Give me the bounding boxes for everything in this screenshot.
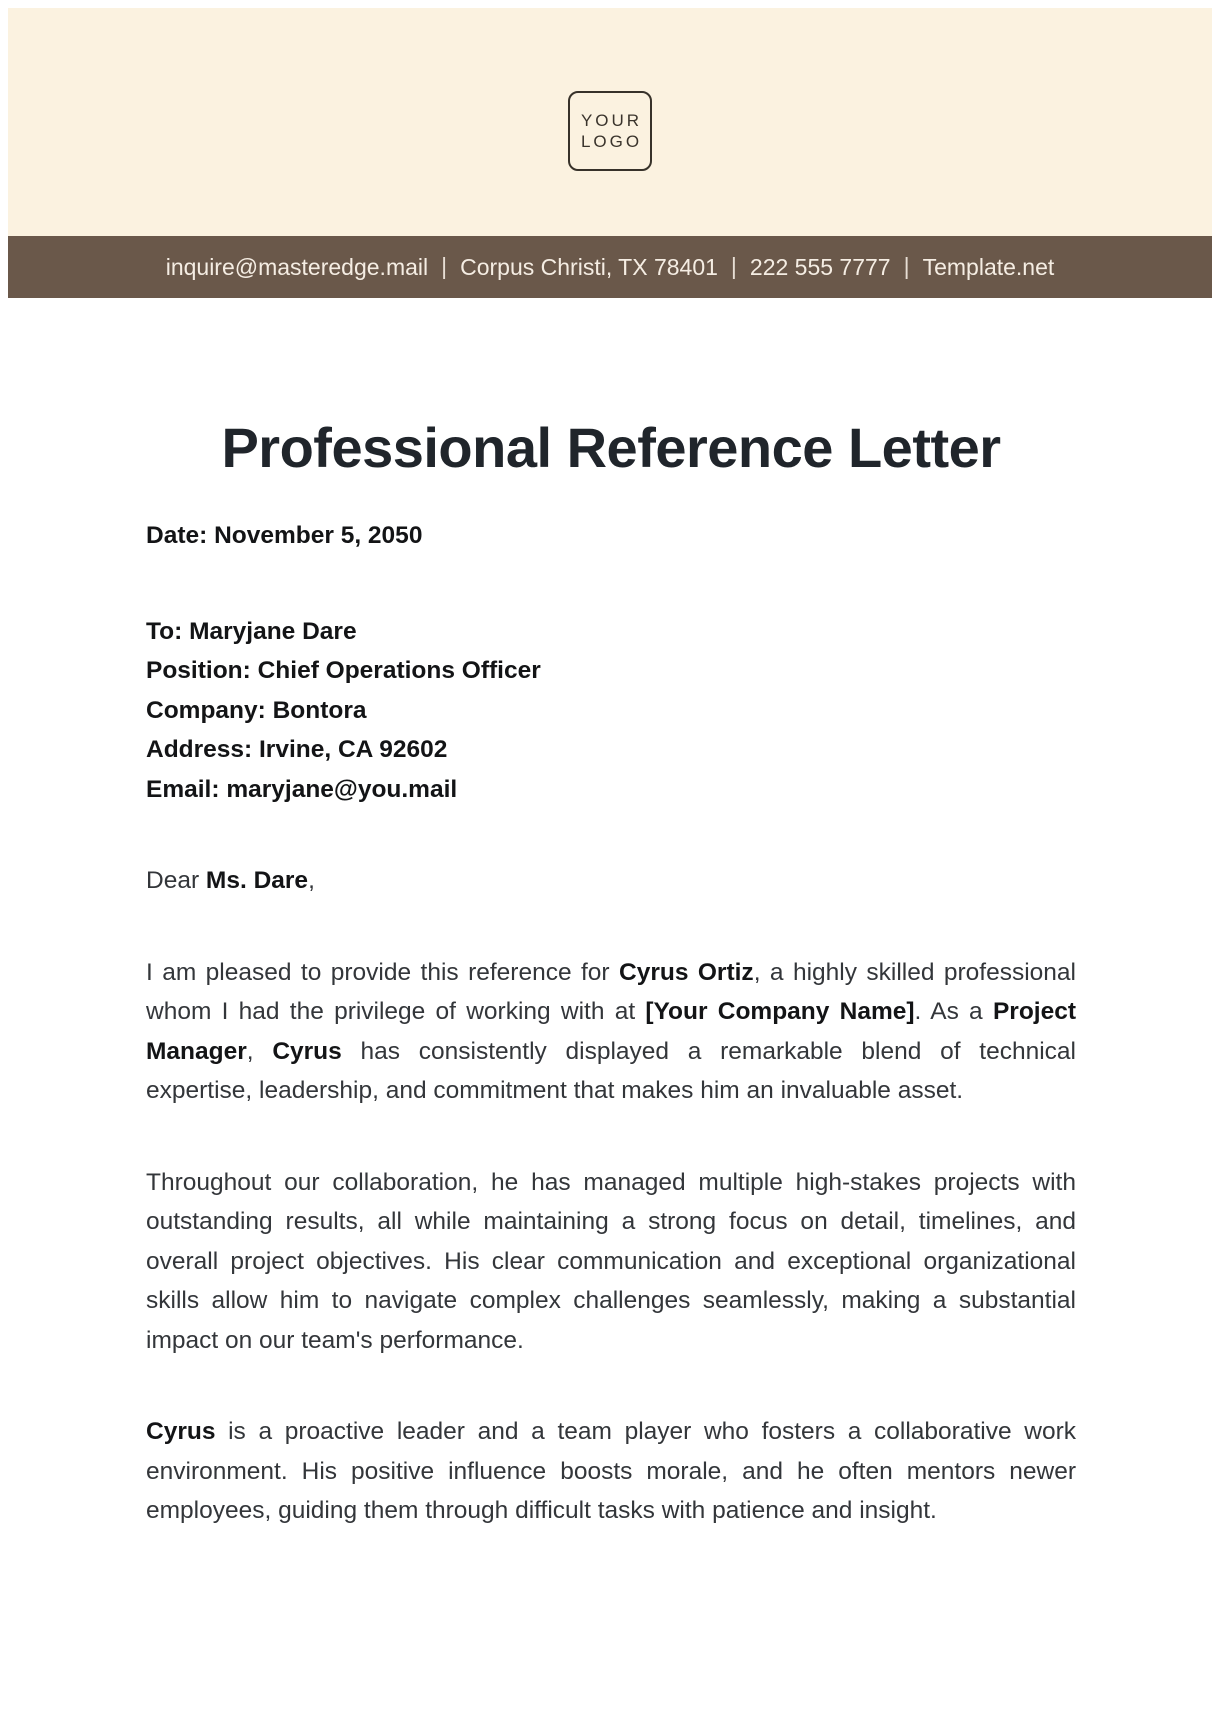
letter-paragraphs: [146, 953, 1076, 1531]
text-segment: has consistently displayed a remarkable blend of technical expertise, leadership, and commitment that makes him an invaluable asset.: [146, 1037, 1076, 1104]
contact-bar: [8, 236, 1212, 298]
recipient-line: Company: Bontora: [146, 696, 367, 724]
contact-item: Corpus Christi, TX 78401: [460, 253, 718, 280]
text-segment: , a highly skilled professional whom I had the privilege of working with at: [146, 958, 1076, 1025]
text-segment: ,: [246, 1037, 273, 1065]
page-title: Professional Reference Letter: [221, 416, 1001, 479]
logo-text-line1: YOUR: [580, 111, 643, 130]
recipient-line: Address: Irvine, CA 92602: [146, 736, 448, 763]
separator: |: [730, 252, 737, 279]
company-logo: [568, 91, 652, 171]
text-segment: Throughout our collaboration, he has managed multiple high-stakes projects with outstanding results, all while maintaining a strong focus on detail, timelines, and overall project objectives. His clear communication and exceptional organizational skills allow him to navigate complex challenges seamlessly, making a substantial impact on our team's performance.: [146, 1168, 1076, 1354]
letter-body: [0, 416, 1220, 1531]
contact-item: inquire@masteredge.mail: [165, 253, 429, 280]
salutation: [146, 861, 1076, 901]
recipient-line: Position: Chief Operations Officer: [146, 657, 541, 684]
bold-text: Cyrus: [272, 1037, 342, 1065]
letter-paragraph: [146, 1163, 1076, 1361]
separator: |: [903, 252, 910, 279]
bold-text: Project Manager: [146, 998, 1076, 1065]
text-segment: . As a: [914, 998, 993, 1025]
text-segment: ,: [308, 867, 315, 894]
recipient-line: Email: maryjane@you.mail: [146, 775, 458, 803]
date-line: Date: November 5, 2050: [146, 522, 423, 549]
header-band: [8, 8, 1212, 236]
text-segment: I am pleased to provide this reference for: [146, 958, 620, 986]
logo-text-line2: LOGO: [580, 132, 643, 151]
bold-text: Ms. Dare: [205, 867, 309, 894]
letter-paragraph: [146, 1412, 1076, 1531]
contact-item: Template.net: [922, 253, 1055, 280]
bold-text: Cyrus Ortiz: [619, 958, 754, 986]
text-segment: is a proactive leader and a team player who fosters a collaborative work environment. His positive influence boosts morale, and he often mentors newer employees, guiding them through difficult tasks with patience and insight.: [146, 1418, 1076, 1524]
letter-paragraph: [146, 953, 1076, 1111]
text-segment: Dear: [146, 867, 206, 894]
bold-text: [Your Company Name]: [645, 998, 915, 1025]
bold-text: Cyrus: [146, 1418, 216, 1445]
recipient-line: To: Maryjane Dare: [146, 617, 357, 645]
recipient-block: [146, 612, 1076, 810]
separator: |: [441, 252, 448, 279]
contact-item: 222 555 7777: [749, 253, 891, 280]
